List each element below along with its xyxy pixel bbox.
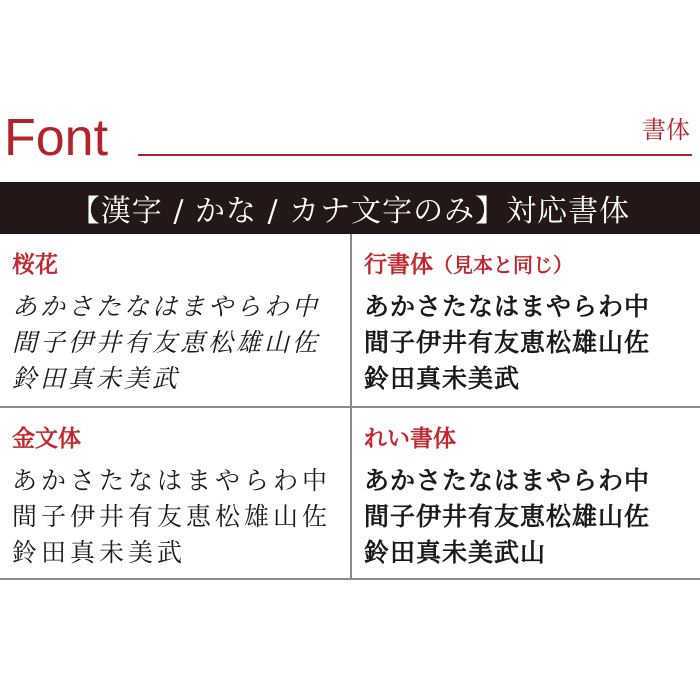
font-sample-grid [0,234,700,580]
font-name-label: 行書体 [364,252,433,278]
font-name-note: （見本と同じ） [433,253,573,277]
sample-line: 鈴田真未美武 [364,364,521,393]
banner-text: 【漢字 / かな / カナ文字のみ】対応書体 [69,194,631,229]
font-name-kinbun [12,428,350,451]
sample-line: 鈴田真未美武 [12,538,187,567]
supported-fonts-banner [0,182,700,234]
sample-line: あかさたなはまやらわ中 [364,466,651,495]
font-cell-gyosho [352,234,700,406]
font-heading-title: Font [4,109,109,167]
font-heading-jp-label: 書体 [642,116,690,144]
sample-line: 間子伊井有友恵松雄山佐 [364,328,651,357]
sample-line: あかさたなはまやらわ中 [12,292,321,321]
font-cell-reisho [352,408,700,580]
heading-divider-line [138,154,692,156]
font-name-reisho [364,428,700,451]
font-name-label: 桜花 [12,252,58,278]
sample-line: あかさたなはまやらわ中 [12,466,332,495]
sample-line: あかさたなはまやらわ中 [364,292,651,321]
font-name-gyosho [364,254,700,277]
sample-line: 間子伊井有友恵松雄山佐 [364,502,651,531]
font-name-ouka [12,254,350,277]
sample-line: 鈴田真未美武山 [364,538,547,567]
sample-line: 鈴田真未美武 [12,364,181,393]
font-name-label: れい書体 [364,426,456,452]
font-cell-kinbun [0,408,350,580]
sample-line: 間子伊井有友恵松雄山佐 [12,502,332,531]
sample-line: 間子伊井有友恵松雄山佐 [12,328,321,357]
font-cell-ouka [0,234,350,406]
font-name-label: 金文体 [12,426,81,452]
